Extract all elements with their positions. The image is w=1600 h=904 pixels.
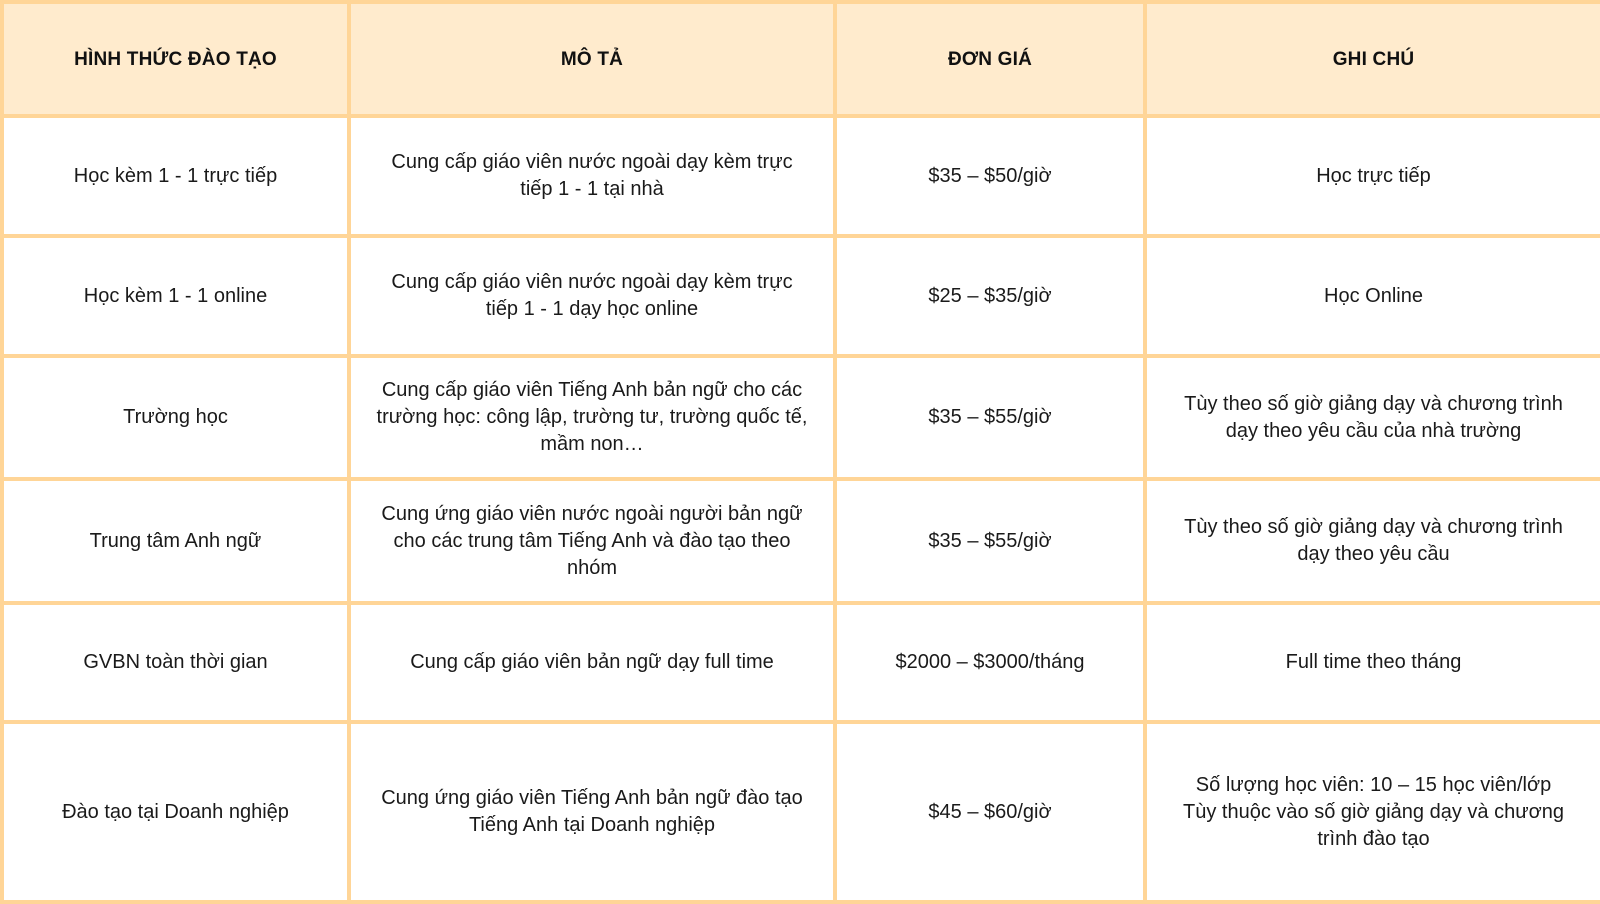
cell-note (1145, 722, 1600, 902)
table-row (2, 236, 1600, 356)
cell-training-type: Trung tâm Anh ngữ (2, 479, 349, 603)
cell-training-type: Học kèm 1 - 1 online (2, 236, 349, 356)
table-row (2, 116, 1600, 236)
table-row (2, 479, 1600, 603)
header-note: GHI CHÚ (1145, 2, 1600, 116)
table-row (2, 603, 1600, 722)
cell-description: Cung cấp giáo viên Tiếng Anh bản ngữ cho các trường học: công lập, trường tư, trường quốc tế, mầm non… (349, 356, 835, 479)
cell-note: Học trực tiếp (1145, 116, 1600, 236)
cell-note: Full time theo tháng (1145, 603, 1600, 722)
header-training-type: HÌNH THỨC ĐÀO TẠO (2, 2, 349, 116)
cell-note: Tùy theo số giờ giảng dạy và chương trình dạy theo yêu cầu của nhà trường (1145, 356, 1600, 479)
cell-description: Cung ứng giáo viên Tiếng Anh bản ngữ đào tạo Tiếng Anh tại Doanh nghiệp (349, 722, 835, 902)
cell-note: Tùy theo số giờ giảng dạy và chương trình dạy theo yêu cầu (1145, 479, 1600, 603)
cell-price: $35 – $55/giờ (835, 479, 1145, 603)
cell-description: Cung cấp giáo viên nước ngoài dạy kèm trực tiếp 1 - 1 dạy học online (349, 236, 835, 356)
table-row (2, 722, 1600, 902)
cell-training-type: Trường học (2, 356, 349, 479)
cell-training-type: Học kèm 1 - 1 trực tiếp (2, 116, 349, 236)
table-row (2, 356, 1600, 479)
note-line: Tùy thuộc vào số giờ giảng dạy và chương trình đào tạo (1183, 800, 1564, 850)
cell-price: $35 – $50/giờ (835, 116, 1145, 236)
cell-price: $25 – $35/giờ (835, 236, 1145, 356)
cell-training-type: GVBN toàn thời gian (2, 603, 349, 722)
cell-training-type: Đào tạo tại Doanh nghiệp (2, 722, 349, 902)
note-line: Số lượng học viên: 10 – 15 học viên/lớp (1195, 773, 1552, 796)
cell-note: Học Online (1145, 236, 1600, 356)
header-price: ĐƠN GIÁ (835, 2, 1145, 116)
header-row (2, 2, 1600, 116)
cell-description: Cung ứng giáo viên nước ngoài người bản ngữ cho các trung tâm Tiếng Anh và đào tạo theo nhóm (349, 479, 835, 603)
cell-price: $35 – $55/giờ (835, 356, 1145, 479)
cell-description: Cung cấp giáo viên bản ngữ dạy full time (349, 603, 835, 722)
cell-price: $45 – $60/giờ (835, 722, 1145, 902)
header-description: MÔ TẢ (349, 2, 835, 116)
cell-price: $2000 – $3000/tháng (835, 603, 1145, 722)
cell-description: Cung cấp giáo viên nước ngoài dạy kèm trực tiếp 1 - 1 tại nhà (349, 116, 835, 236)
